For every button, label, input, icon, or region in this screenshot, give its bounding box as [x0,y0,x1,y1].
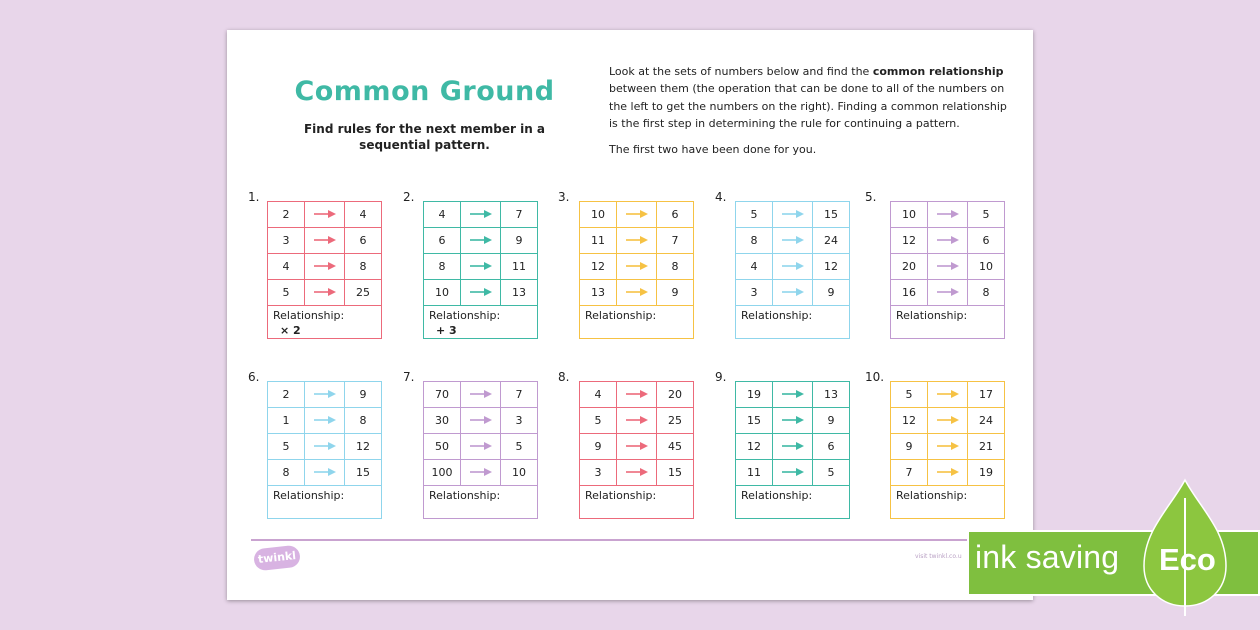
arrow-right-icon [782,286,804,299]
table-row [891,202,1004,228]
table-row [580,280,693,306]
output-value: 6 [813,434,850,460]
table-row [736,228,849,254]
problem-5 [890,201,1005,339]
problem-number: 4. [715,190,727,204]
input-value: 19 [736,382,773,408]
arrow-cell [305,228,345,254]
problem-3 [579,201,694,339]
input-value: 10 [580,202,617,228]
output-value: 8 [345,408,382,434]
table-row [736,434,849,460]
arrow-cell [461,254,501,280]
arrow-cell [305,434,345,460]
input-value: 30 [424,408,461,434]
input-value: 15 [736,408,773,434]
number-pairs-table [891,382,1004,486]
arrow-right-icon [470,208,492,221]
input-value: 7 [891,460,928,486]
problem-9 [735,381,850,519]
output-value: 10 [501,460,538,486]
table-row [580,382,693,408]
input-value: 4 [736,254,773,280]
table-row [268,434,381,460]
output-value: 25 [345,280,382,306]
twinkl-logo[interactable]: twinkl [253,545,301,572]
arrow-right-icon [314,260,336,273]
output-value: 12 [813,254,850,280]
input-value: 13 [580,280,617,306]
arrow-right-icon [782,440,804,453]
table-row [268,280,381,306]
output-value: 8 [968,280,1005,306]
arrow-cell [305,202,345,228]
table-row [580,434,693,460]
table-row [891,408,1004,434]
problem-number: 3. [558,190,570,204]
table-row [268,408,381,434]
problem-1 [267,201,382,339]
ink-saving-label: ink saving [975,539,1120,575]
arrow-right-icon [937,388,959,401]
arrow-right-icon [782,208,804,221]
worksheet-page [227,30,1033,600]
arrow-right-icon [782,234,804,247]
arrow-cell [773,408,813,434]
table-row [424,228,537,254]
output-value: 11 [501,254,538,280]
arrow-right-icon [626,440,648,453]
input-value: 11 [580,228,617,254]
arrow-right-icon [314,466,336,479]
arrow-right-icon [626,286,648,299]
output-value: 9 [657,280,694,306]
arrow-cell [928,382,968,408]
arrow-cell [461,202,501,228]
arrow-right-icon [626,388,648,401]
arrow-right-icon [314,414,336,427]
output-value: 9 [813,280,850,306]
output-value: 5 [968,202,1005,228]
arrow-cell [773,280,813,306]
relationship-answer[interactable] [736,322,849,324]
problem-2 [423,201,538,339]
arrow-right-icon [470,466,492,479]
output-value: 15 [345,460,382,486]
output-value: 9 [345,382,382,408]
arrow-cell [773,228,813,254]
number-pairs-table [580,202,693,306]
arrow-right-icon [470,414,492,427]
table-row [268,382,381,408]
page-subtitle: Find rules for the next member in a sequential pattern. [303,122,546,152]
arrow-cell [305,254,345,280]
relationship-label: Relationship: [741,309,813,322]
number-pairs-table [736,202,849,306]
arrow-right-icon [937,208,959,221]
problem-number: 2. [403,190,415,204]
arrow-right-icon [314,234,336,247]
instructions-text-end: between them (the operation that can be done to all of the numbers on the left to get the numbers on the right). Finding a common relationship is the first step in determining the rule for continuing a pattern. [609,82,1007,130]
table-row [424,460,537,486]
table-row [736,408,849,434]
arrow-cell [461,460,501,486]
table-row [424,434,537,460]
arrow-cell [305,460,345,486]
problem-number: 7. [403,370,415,384]
input-value: 12 [580,254,617,280]
output-value: 4 [345,202,382,228]
table-row [580,460,693,486]
problem-7 [423,381,538,519]
arrow-cell [617,202,657,228]
relationship-label: Relationship: [896,309,968,322]
arrow-right-icon [937,234,959,247]
arrow-cell [461,228,501,254]
instructions-note: The first two have been done for you. [609,143,817,157]
table-row [424,202,537,228]
input-value: 11 [736,460,773,486]
table-row [891,228,1004,254]
output-value: 9 [813,408,850,434]
arrow-right-icon [314,286,336,299]
arrow-cell [928,460,968,486]
output-value: 3 [501,408,538,434]
problem-number: 8. [558,370,570,384]
table-row [891,280,1004,306]
output-value: 20 [657,382,694,408]
number-pairs-table [424,382,537,486]
input-value: 2 [268,202,305,228]
arrow-cell [617,434,657,460]
input-value: 4 [424,202,461,228]
arrow-cell [928,280,968,306]
output-value: 13 [813,382,850,408]
table-row [268,460,381,486]
input-value: 5 [268,280,305,306]
relationship-answer[interactable] [580,502,693,504]
arrow-cell [305,382,345,408]
input-value: 8 [424,254,461,280]
number-pairs-table [268,382,381,486]
table-row [268,254,381,280]
input-value: 50 [424,434,461,460]
input-value: 8 [268,460,305,486]
arrow-cell [461,280,501,306]
arrow-right-icon [314,208,336,221]
input-value: 5 [891,382,928,408]
output-value: 7 [501,382,538,408]
arrow-right-icon [314,388,336,401]
number-pairs-table [580,382,693,486]
arrow-right-icon [937,286,959,299]
arrow-cell [617,254,657,280]
output-value: 12 [345,434,382,460]
arrow-right-icon [470,234,492,247]
visit-link[interactable]: visit twinkl.co.u [915,553,962,560]
arrow-right-icon [782,466,804,479]
input-value: 20 [891,254,928,280]
output-value: 5 [813,460,850,486]
table-row [268,228,381,254]
arrow-right-icon [626,260,648,273]
arrow-cell [461,382,501,408]
output-value: 8 [345,254,382,280]
number-pairs-table [891,202,1004,306]
output-value: 45 [657,434,694,460]
arrow-right-icon [470,286,492,299]
input-value: 100 [424,460,461,486]
arrow-cell [305,408,345,434]
relationship-answer[interactable] [580,322,693,324]
number-pairs-table [268,202,381,306]
relationship-label: Relationship: [585,309,657,322]
arrow-right-icon [937,466,959,479]
arrow-cell [928,202,968,228]
table-row [580,408,693,434]
output-value: 6 [657,202,694,228]
input-value: 4 [268,254,305,280]
output-value: 19 [968,460,1005,486]
relationship-label: Relationship: [585,489,657,502]
input-value: 1 [268,408,305,434]
arrow-cell [461,434,501,460]
arrow-cell [773,254,813,280]
problem-6 [267,381,382,519]
input-value: 3 [268,228,305,254]
input-value: 10 [424,280,461,306]
input-value: 70 [424,382,461,408]
table-row [736,254,849,280]
relationship-answer[interactable]: + 3 [436,324,457,337]
table-row [891,434,1004,460]
table-row [736,460,849,486]
table-row [424,254,537,280]
arrow-cell [461,408,501,434]
problem-number: 9. [715,370,727,384]
arrow-right-icon [470,440,492,453]
input-value: 12 [736,434,773,460]
input-value: 9 [891,434,928,460]
input-value: 3 [736,280,773,306]
table-row [736,202,849,228]
table-row [736,280,849,306]
input-value: 6 [424,228,461,254]
arrow-cell [928,408,968,434]
output-value: 7 [657,228,694,254]
arrow-cell [928,434,968,460]
instructions-bold-term: common relationship [872,65,1004,78]
input-value: 2 [268,382,305,408]
table-row [424,382,537,408]
problem-10 [890,381,1005,519]
arrow-right-icon [626,234,648,247]
number-pairs-table [736,382,849,486]
problem-8 [579,381,694,519]
relationship-label: Relationship: [273,489,345,502]
arrow-cell [773,434,813,460]
arrow-right-icon [626,414,648,427]
page-title: Common Ground [294,76,555,107]
relationship-label: Relationship: [741,489,813,502]
problem-4 [735,201,850,339]
table-row [891,382,1004,408]
table-row [891,254,1004,280]
relationship-label: Relationship: [429,489,501,502]
arrow-right-icon [782,414,804,427]
relationship-answer[interactable] [424,502,537,504]
input-value: 12 [891,228,928,254]
output-value: 24 [813,228,850,254]
arrow-cell [305,280,345,306]
output-value: 9 [501,228,538,254]
arrow-cell [928,254,968,280]
arrow-cell [773,382,813,408]
input-value: 5 [580,408,617,434]
output-value: 24 [968,408,1005,434]
problem-number: 6. [248,370,260,384]
arrow-right-icon [314,440,336,453]
arrow-right-icon [626,208,648,221]
input-value: 10 [891,202,928,228]
table-row [424,408,537,434]
table-row [580,228,693,254]
output-value: 8 [657,254,694,280]
arrow-cell [617,382,657,408]
table-row [580,254,693,280]
relationship-label: Relationship: [896,489,968,502]
arrow-right-icon [937,414,959,427]
arrow-right-icon [470,388,492,401]
output-value: 15 [813,202,850,228]
arrow-cell [617,408,657,434]
output-value: 25 [657,408,694,434]
problem-number: 1. [248,190,260,204]
arrow-right-icon [470,260,492,273]
arrow-cell [773,460,813,486]
output-value: 21 [968,434,1005,460]
arrow-cell [928,228,968,254]
input-value: 3 [580,460,617,486]
arrow-right-icon [937,260,959,273]
input-value: 5 [736,202,773,228]
instructions [609,63,1009,158]
relationship-label: Relationship: [273,309,345,322]
arrow-cell [773,202,813,228]
table-row [268,202,381,228]
relationship-answer[interactable] [891,322,1004,324]
problem-number: 10. [865,370,885,384]
arrow-right-icon [782,388,804,401]
instructions-paragraph [609,63,1009,132]
relationship-answer[interactable] [268,502,381,504]
table-row [891,460,1004,486]
relationship-label: Relationship: [429,309,501,322]
arrow-cell [617,228,657,254]
output-value: 10 [968,254,1005,280]
output-value: 5 [501,434,538,460]
problem-number: 5. [865,190,877,204]
relationship-answer[interactable]: × 2 [280,324,301,337]
input-value: 5 [268,434,305,460]
output-value: 15 [657,460,694,486]
output-value: 6 [968,228,1005,254]
output-value: 6 [345,228,382,254]
output-value: 13 [501,280,538,306]
arrow-cell [617,460,657,486]
arrow-right-icon [626,466,648,479]
output-value: 7 [501,202,538,228]
relationship-answer[interactable] [736,502,849,504]
input-value: 12 [891,408,928,434]
instructions-text-start: Look at the sets of numbers below and find the [609,65,873,78]
arrow-right-icon [937,440,959,453]
arrow-cell [617,280,657,306]
input-value: 4 [580,382,617,408]
number-pairs-table [424,202,537,306]
table-row [580,202,693,228]
arrow-right-icon [782,260,804,273]
input-value: 8 [736,228,773,254]
table-row [736,382,849,408]
footer-divider [251,539,1009,541]
input-value: 9 [580,434,617,460]
output-value: 17 [968,382,1005,408]
input-value: 16 [891,280,928,306]
eco-label: Eco [1159,542,1216,577]
relationship-answer[interactable] [891,502,1004,504]
table-row [424,280,537,306]
